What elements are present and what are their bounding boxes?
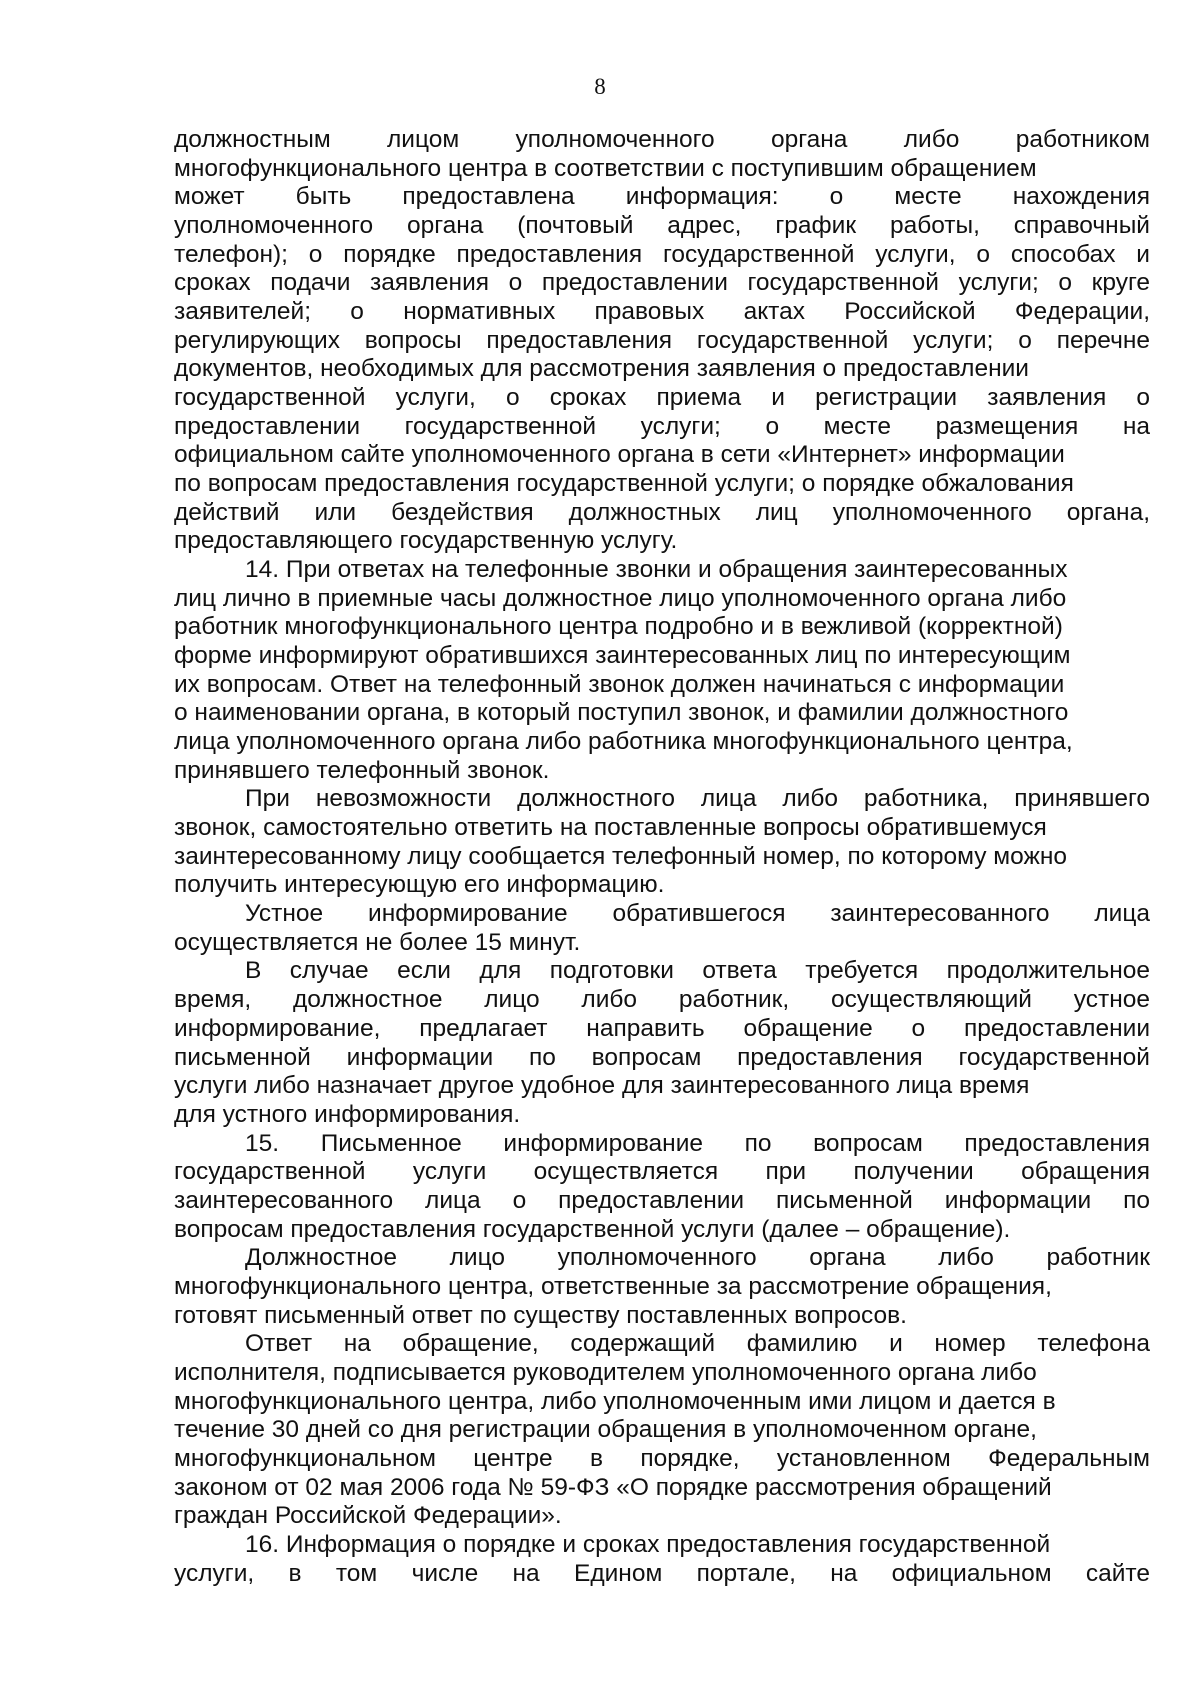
text-line: 15. Письменное информирование по вопросам предоставления (245, 1129, 1150, 1157)
text-line: многофункциональном центре в порядке, установленном Федеральным (174, 1444, 1150, 1472)
text-line: телефон); о порядке предоставления государственной услуги, о способах и (174, 240, 1150, 268)
text-line: предоставлении государственной услуги; о месте размещения на (174, 412, 1150, 440)
text-line: звонок, самостоятельно ответить на поставленные вопросы обратившемуся (174, 814, 1047, 842)
text-line: лица уполномоченного органа либо работника многофункционального центра, (174, 728, 1073, 756)
text-line: лиц лично в приемные часы должностное лицо уполномоченного органа либо (174, 584, 1067, 612)
text-line: предоставляющего государственную услугу. (174, 527, 678, 555)
text-line: законом от 02 мая 2006 года № 59-ФЗ «О порядке рассмотрения обращений (174, 1473, 1052, 1501)
text-line: заинтересованному лицу сообщается телефонный номер, по которому можно (174, 842, 1068, 870)
text-line: услуги, в том числе на Едином портале, на официальном сайте (174, 1559, 1150, 1587)
text-line: получить интересующую его информацию. (174, 871, 665, 899)
text-line: государственной услуги, о сроках приема и регистрации заявления о (174, 384, 1150, 412)
text-line: должностным лицом уполномоченного органа либо работником (174, 126, 1150, 153)
text-line: При невозможности должностного лица либо работника, принявшего (245, 785, 1150, 813)
text-line: осуществляется не более 15 минут. (174, 928, 581, 956)
text-line: работник многофункционального центра подробно и в вежливой (корректной) (174, 613, 1063, 641)
text-line: 16. Информация о порядке и сроках предоставления государственной (245, 1530, 1051, 1558)
text-line: государственной услуги осуществляется при получении обращения (174, 1158, 1150, 1186)
text-line: 14. При ответах на телефонные звонки и обращения заинтересованных (245, 556, 1068, 584)
text-line: Должностное лицо уполномоченного органа либо работник (245, 1244, 1150, 1272)
text-line: исполнителя, подписывается руководителем уполномоченного органа либо (174, 1358, 1037, 1386)
text-line: о наименовании органа, в который поступил звонок, и фамилии должностного (174, 699, 1069, 727)
text-line: принявшего телефонный звонок. (174, 756, 550, 784)
text-line: заявителей; о нормативных правовых актах Российской Федерации, (174, 298, 1150, 326)
text-line: многофункционального центра, ответственные за рассмотрение обращения, (174, 1272, 1052, 1300)
text-line: течение 30 дней со дня регистрации обращения в уполномоченном органе, (174, 1416, 1037, 1444)
text-line: форме информируют обратившихся заинтересованных лиц по интересующим (174, 642, 1071, 670)
text-line: письменной информации по вопросам предоставления государственной (174, 1043, 1150, 1071)
text-line: заинтересованного лица о предоставлении письменной информации по (174, 1186, 1150, 1214)
page-number: 8 (594, 74, 606, 99)
text-line: многофункционального центра, либо уполномоченным ими лицом и дается в (174, 1387, 1056, 1415)
body-text (174, 126, 1150, 1588)
text-line: регулирующих вопросы предоставления государственной услуги; о перечне (174, 326, 1150, 354)
text-line: вопросам предоставления государственной услуги (далее – обращение). (174, 1215, 1011, 1243)
text-line: по вопросам предоставления государственной услуги; о порядке обжалования (174, 470, 1074, 498)
text-line: Ответ на обращение, содержащий фамилию и номер телефона (245, 1330, 1150, 1358)
text-line: сроках подачи заявления о предоставлении государственной услуги; о круге (174, 269, 1150, 297)
text-line: Устное информирование обратившегося заинтересованного лица (245, 900, 1150, 928)
text-line: действий или бездействия должностных лиц уполномоченного органа, (174, 498, 1150, 526)
text-line: информирование, предлагает направить обращение о предоставлении (174, 1014, 1150, 1042)
text-line: их вопросам. Ответ на телефонный звонок должен начинаться с информации (174, 670, 1065, 698)
text-line: официальном сайте уполномоченного органа в сети «Интернет» информации (174, 441, 1065, 469)
text-line: граждан Российской Федерации». (174, 1502, 562, 1530)
text-line: многофункционального центра в соответствии с поступившим обращением (174, 154, 1037, 182)
text-line: время, должностное лицо либо работник, осуществляющий устное (174, 986, 1150, 1014)
text-line: готовят письменный ответ по существу поставленных вопросов. (174, 1301, 907, 1329)
text-line: документов, необходимых для рассмотрения заявления о предоставлении (174, 355, 1029, 383)
text-line: для устного информирования. (174, 1100, 521, 1128)
text-line: уполномоченного органа (почтовый адрес, график работы, справочный (174, 212, 1150, 240)
text-line: В случае если для подготовки ответа требуется продолжительное (245, 957, 1150, 985)
text-line: услуги либо назначает другое удобное для заинтересованного лица время (174, 1072, 1030, 1100)
text-line: может быть предоставлена информация: о месте нахождения (174, 183, 1150, 211)
